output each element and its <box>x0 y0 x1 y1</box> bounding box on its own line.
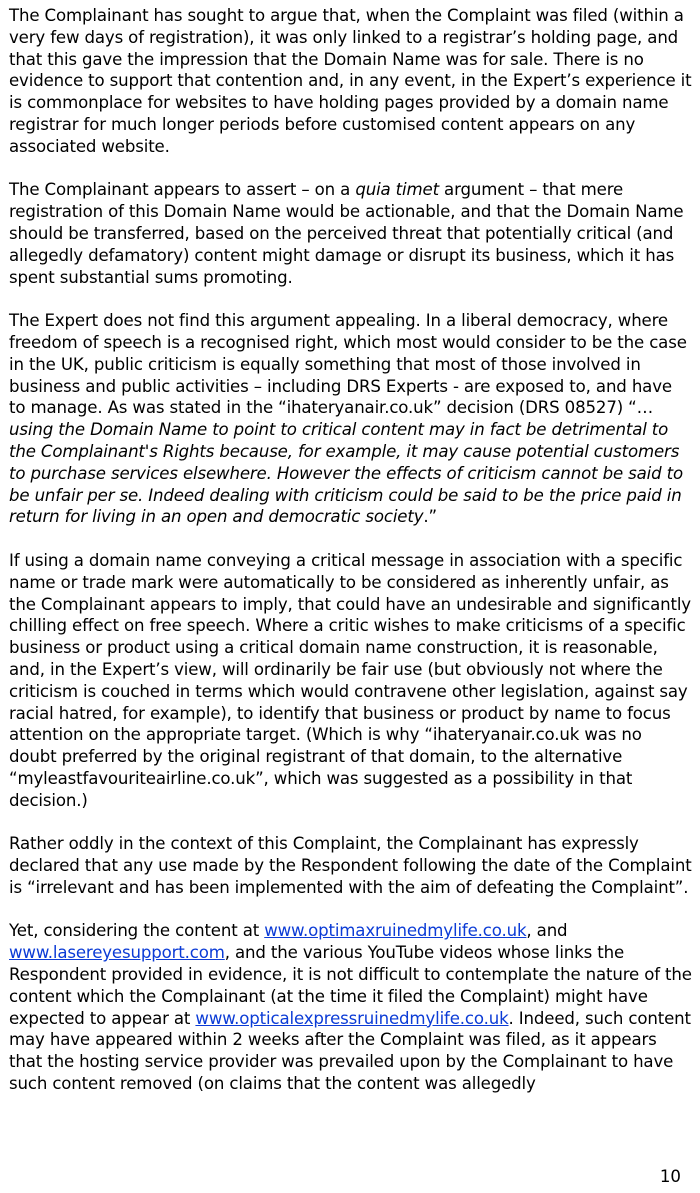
paragraph-free-speech <box>9 310 693 528</box>
page-number: 10 <box>659 1167 681 1186</box>
paragraph-spacer <box>9 528 693 550</box>
text-run: . Indeed, such content may have appeared within 2 weeks after the Complaint was filed, as it appears that the hosting service provider was prevailed upon by the Complainant to have such content removed (on claims that the content was allegedly <box>9 1008 691 1094</box>
text-run: , and <box>526 921 568 941</box>
quoted-decision: using the Domain Name to point to critical content may in fact be detrimental to the Complainant's Rights because, for example, it may cause potential customers to purchase services elsewhere. However the effects of criticism cannot be said to be unfair per se. Indeed dealing with criticism could be said to be the price paid in return for living in an open and democratic society <box>9 420 683 527</box>
paragraph-spacer <box>9 288 693 310</box>
paragraph-respondent-use: Rather oddly in the context of this Complaint, the Complainant has expressly declared that any use made by the Respondent following the date of the Complaint is “irrelevant and has been implemented with the aim of defeating the Complaint”. <box>9 834 692 897</box>
document-body <box>9 0 693 1095</box>
paragraph-spacer <box>9 158 693 180</box>
text-run: , and the various YouTube videos whose links the Respondent provided in evidence, it is not difficult to contemplate the nature of the content which the Complainant (at the time it filed the Complaint) might have expected to appear at <box>9 943 692 1028</box>
paragraph-holding-page: The Complainant has sought to argue that, when the Complaint was filed (within a very few days of registration), it was only linked to a registrar’s holding page, and that this gave the impression that the Domain Name was for sale. There is no evidence to support that contention and, in any event, in the Expert’s experience it is commonplace for websites to have holding pages provided by a domain name registrar for much longer periods before customised content appears on any associated website. <box>9 6 692 156</box>
paragraph-spacer <box>9 811 693 833</box>
paragraph-critical-domain: If using a domain name conveying a critical message in association with a specific name or trade mark were automatically to be considered as inherently unfair, as the Complainant appears to imply, that could have an undesirable and significantly chilling effect on free speech. Where a critic wishes to make criticisms of a specific business or product using a critical domain name construction, it is reasonable, and, in the Expert’s view, will ordinarily be fair use (but obviously not where the criticism is couched in terms which would contravene other legislation, against say racial hatred, for example), to identify that business or product by name to focus attention on the appropriate target. (Which is why “ihateryanair.co.uk was no doubt preferred by the original registrant of that domain, to the alternative “myleastfavouriteairline.co.uk”, which was suggested as a possibility in that decision.) <box>9 550 691 810</box>
italic-term: quia timet <box>355 180 439 200</box>
paragraph-content-evidence <box>9 920 693 1094</box>
link-optimaxruinedmylife[interactable]: www.optimaxruinedmylife.co.uk <box>264 921 527 941</box>
text-run: argument – that mere registration of this Domain Name would be actionable, and that the Domain Name should be transferred, based on the perceived threat that potentially critical (and allegedly defamatory) content might damage or disrupt its business, which it has spent substantial sums promoting. <box>9 180 684 287</box>
text-run: The Complainant appears to assert – on a <box>9 180 356 200</box>
text-run: Yet, considering the content at <box>9 921 265 941</box>
paragraph-spacer <box>9 899 693 921</box>
paragraph-quia-timet <box>9 179 693 288</box>
text-run: .” <box>423 507 437 527</box>
link-lasereyesupport[interactable]: www.lasereyesupport.com <box>9 943 225 963</box>
text-run: The Expert does not find this argument appealing. In a liberal democracy, where freedom of speech is a recognised right, which most would consider to be the case in the UK, public criticism is equally something that most of those involved in business and public activities – including DRS Experts - are exposed to, and have to manage. As was stated in the “ihateryanair.co.uk” decision (DRS 08527) “… <box>9 311 687 418</box>
link-opticalexpressruinedmylife[interactable]: www.opticalexpressruinedmylife.co.uk <box>195 1008 509 1028</box>
